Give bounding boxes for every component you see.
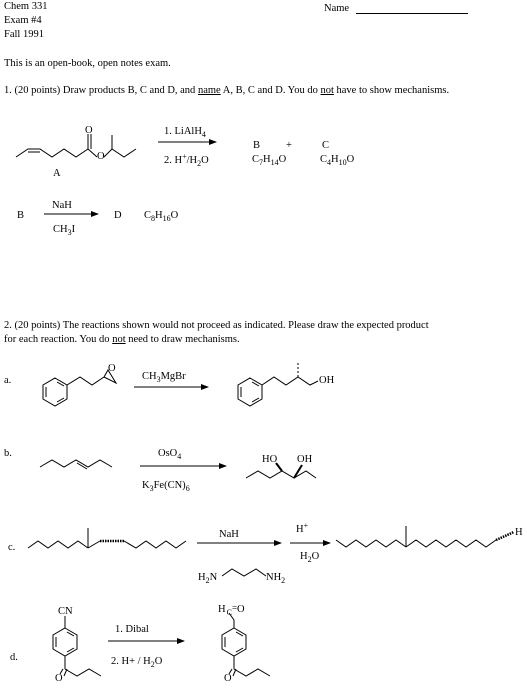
diamine-nh2: $NH_2$	[266, 572, 286, 585]
product-b-label: B	[253, 140, 261, 151]
reagent-workup-d: 2. $H+ / H_2O$	[111, 656, 163, 669]
reagent-ch3mgbr: $CH_3MgBr$	[142, 371, 186, 384]
reagent-acid-workup: 2. $H^+/H_2O$	[164, 152, 209, 168]
reagent-dibal: 1. Dibal	[115, 624, 149, 635]
exam-number: Exam #4	[4, 15, 42, 26]
ester-linkage-o: O	[97, 151, 105, 162]
product-d-label: D	[114, 210, 122, 221]
terminal-alkyne-product-structure	[336, 526, 514, 547]
question-1-prompt: 1. (20 points) Draw products B, C and D, and name A, B, C and D. You do not have to show mechanisms.	[4, 85, 450, 96]
alcohol-product-structure	[238, 363, 318, 406]
epoxide-oxygen: O	[108, 363, 116, 374]
ketone-o-reactant: O	[55, 673, 63, 684]
reagent-ferricyanide: $K_3Fe(CN)_6$	[142, 480, 190, 493]
alkene-reactant-structure	[40, 460, 112, 469]
part-a-label: a.	[4, 375, 12, 386]
plus-sign: +	[286, 140, 292, 151]
product-c-label: C	[322, 140, 330, 151]
formula-d: $C_8H_{16}O$	[144, 210, 179, 223]
exam-term: Fall 1991	[4, 29, 44, 40]
aldehyde-product-structure	[222, 613, 270, 676]
ester-carbonyl-o: O	[85, 125, 93, 136]
diol-product-structure	[246, 463, 316, 478]
formula-b: $C_7H_{14}O$	[252, 154, 287, 167]
product-oh-label: OH	[319, 375, 335, 386]
exam-instructions: This is an open-book, open notes exam.	[4, 58, 171, 69]
diol-oh-label: OH	[297, 454, 313, 465]
formula-c: $C_4H_{10}O$	[320, 154, 355, 167]
internal-alkyne-reactant-structure	[28, 528, 186, 548]
nitrile-reactant-structure	[53, 616, 101, 676]
ester-a-structure	[16, 134, 136, 157]
reagent-oso4: OsO$_4$	[158, 448, 182, 461]
compound-a-label: A	[53, 168, 61, 179]
diamine-structure	[222, 569, 266, 576]
aldehyde-hco-label: $H_C=O$	[218, 603, 245, 617]
ketone-o-product: O	[224, 673, 232, 684]
reagent-nah-c: NaH	[219, 529, 239, 540]
question-2-prompt-line2: for each reaction. You do not need to draw mechanisms.	[4, 334, 240, 345]
diamine-h2n: $H_2N$	[198, 572, 218, 585]
course-title: Chem 331	[4, 1, 48, 12]
name-label: Name	[324, 3, 350, 14]
reagent-nah: NaH	[52, 200, 72, 211]
terminal-h-label: H	[515, 527, 523, 538]
reagent-water: $H_2O$	[300, 551, 320, 564]
reagent-h-plus: H+	[296, 521, 309, 535]
part-c-label: c.	[8, 542, 16, 553]
epoxide-reactant-structure	[43, 370, 116, 406]
question-2-prompt-line1: 2. (20 points) The reactions shown would not proceed as indicated. Please draw the expected product	[4, 320, 429, 331]
diol-ho-label: HO	[262, 454, 278, 465]
nitrile-cn-label: CN	[58, 606, 73, 617]
part-d-label: d.	[10, 652, 18, 663]
reagent-ch3i: $CH_3I$	[53, 224, 76, 237]
part-b-label: b.	[4, 448, 12, 459]
step2-reactant-b: B	[17, 210, 25, 221]
reagent-lialh4: 1. LiAlH$_4$	[164, 126, 206, 139]
